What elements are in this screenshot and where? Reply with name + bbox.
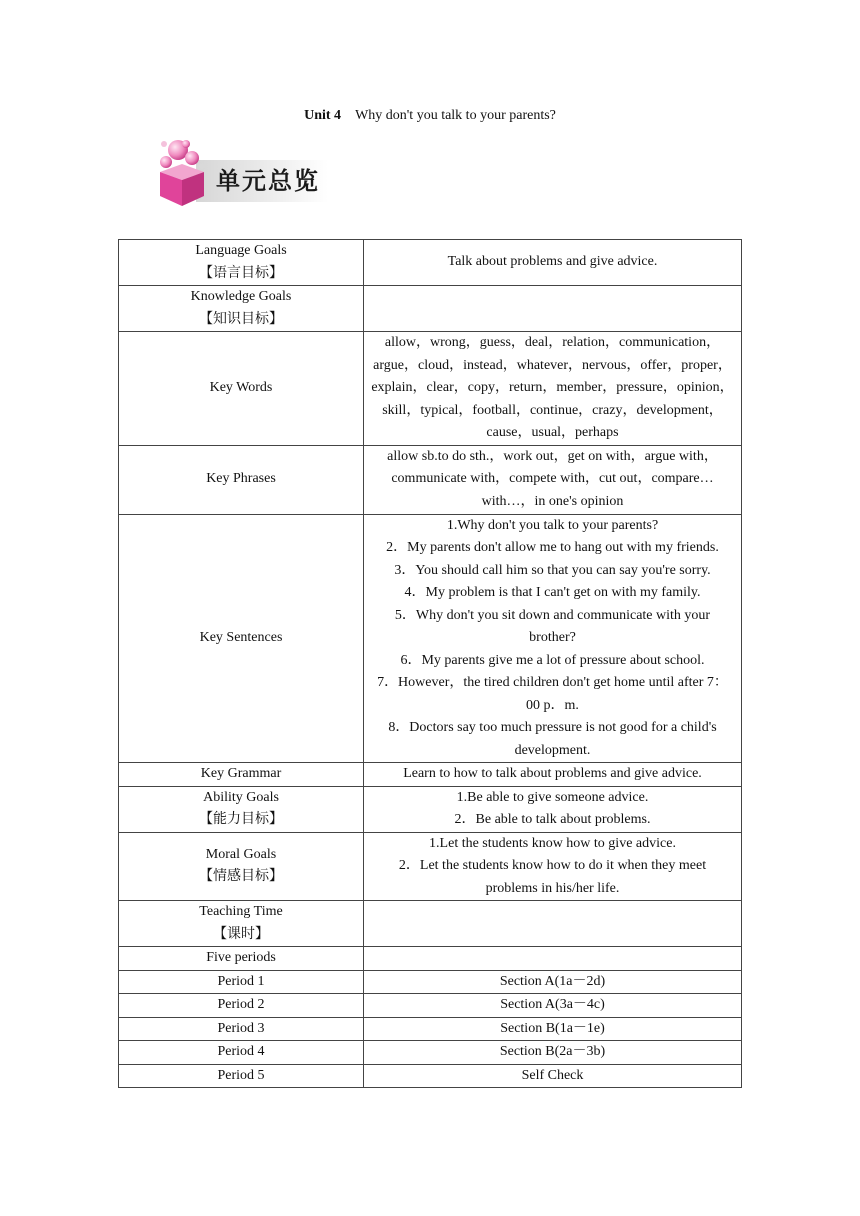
banner-text: 单元总览 [216,167,320,195]
row-value: Talk about problems and give advice. [364,240,742,286]
unit-overview-banner [156,136,328,210]
period-value: Section B(1a－1e) [364,1017,742,1041]
period-label: Period 1 [119,970,364,994]
ability-goals-list: 1.Be able to give someone advice. 2．Be able to talk about problems. [364,786,742,832]
table-row [119,786,742,832]
table-row [119,1064,742,1088]
table-row [119,947,742,971]
row-label: Ability Goals 【能力目标】 [119,786,364,832]
row-label: Five periods [119,947,364,971]
row-value: Learn to how to talk about problems and give advice. [364,763,742,787]
row-value [364,947,742,971]
moral-goals-list: 1.Let the students know how to give advice. 2．Let the students know how to do it when they meet problems in his/her life. [364,832,742,901]
period-label: Period 2 [119,994,364,1018]
table-row [119,514,742,763]
table-row [119,332,742,446]
table-row [119,286,742,332]
period-value: Section A(1a－2d) [364,970,742,994]
row-label: Key Words [119,332,364,446]
table-row [119,994,742,1018]
table-row [119,240,742,286]
key-phrases-list: allow sb.to do sth.，work out，get on with，argue with， communicate with，compete with，cut out，compare… with…，in one's opinion [364,445,742,514]
table-row [119,970,742,994]
unit-overview-table [118,239,742,1088]
row-label: Knowledge Goals 【知识目标】 [119,286,364,332]
row-value [364,901,742,947]
period-value: Section B(2a－3b) [364,1041,742,1065]
period-value: Self Check [364,1064,742,1088]
key-words-list: allow，wrong，guess，deal，relation，communication， argue，cloud，instead，whatever，nervous，offer，proper， explain，clear，copy，return，member，pressure，opinion， skill，typical，football，continue，crazy，development， cause，usual，perhaps [364,332,742,446]
table-row [119,445,742,514]
row-label: Moral Goals 【情感目标】 [119,832,364,901]
row-label: Key Sentences [119,514,364,763]
table-row [119,1041,742,1065]
key-sentences-list: 1.Why don't you talk to your parents? 2．My parents don't allow me to hang out with my friends. 3．You should call him so that you can say you're sorry. 4．My problem is that I can't get on with my family. 5．Why don't you sit down and communicate with your brother? 6．My parents give me a lot of pressure about school. 7．However，the tired children don't get home until after 7： 00 p．m. 8．Doctors say too much pressure is not good for a child's development. [364,514,742,763]
row-label: Key Phrases [119,445,364,514]
row-label: Key Grammar [119,763,364,787]
table-row [119,1017,742,1041]
table-row [119,832,742,901]
table-row [119,763,742,787]
period-label: Period 4 [119,1041,364,1065]
period-label: Period 5 [119,1064,364,1088]
row-label: Language Goals 【语言目标】 [119,240,364,286]
table-row [119,901,742,947]
period-label: Period 3 [119,1017,364,1041]
row-label: Teaching Time 【课时】 [119,901,364,947]
period-value: Section A(3a－4c) [364,994,742,1018]
row-value [364,286,742,332]
unit-number: Unit 4 [304,108,342,123]
page-title [0,106,860,126]
unit-title: Why don't you talk to your parents? [355,108,556,123]
